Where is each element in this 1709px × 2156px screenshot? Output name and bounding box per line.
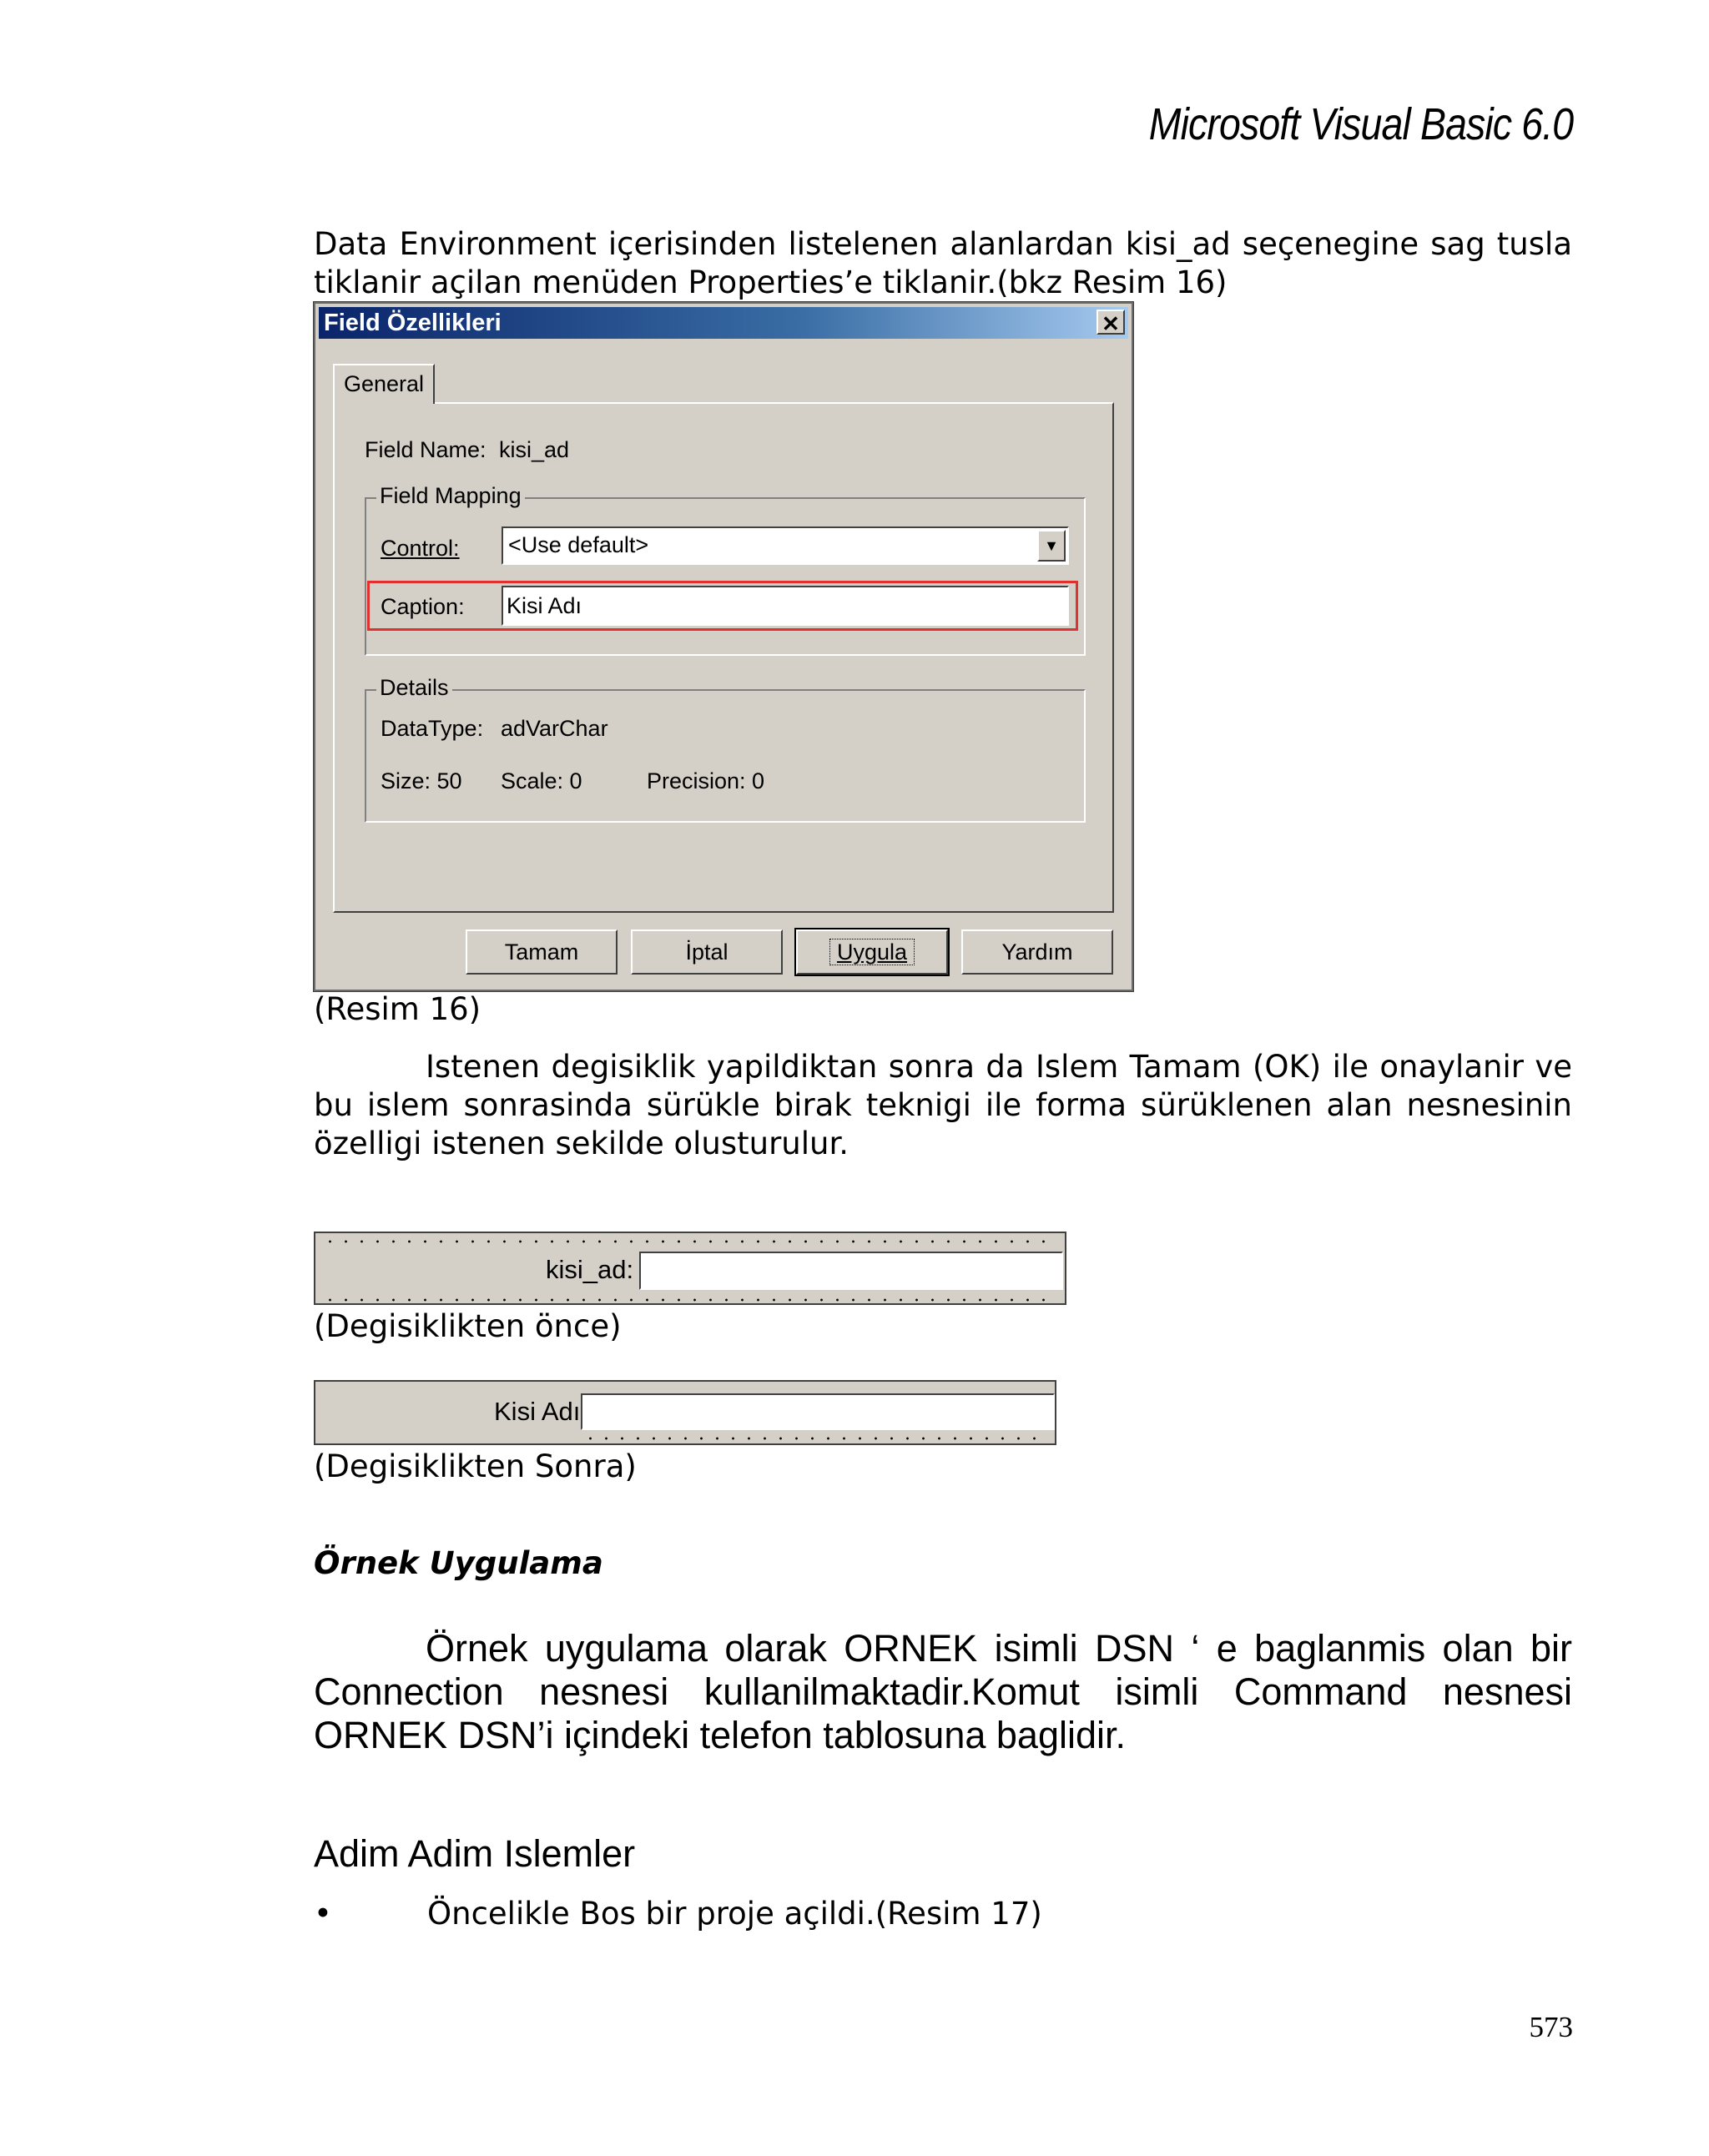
control-label: Control:: [381, 536, 460, 561]
section-title: Örnek Uygulama: [314, 1545, 603, 1581]
caption-resim-16: (Resim 16): [314, 991, 481, 1027]
form-after-change: [314, 1380, 1056, 1445]
apply-button[interactable]: [796, 929, 948, 975]
grid-dots: [582, 1437, 1048, 1440]
after-field-input: [581, 1393, 1055, 1430]
caption-before: (Degisiklikten önce): [314, 1308, 622, 1344]
size-value: Size: 50: [381, 768, 462, 793]
control-value: <Use default>: [508, 532, 649, 557]
intro-paragraph: Data Environment içerisinden listelenen alanlardan kisi_ad seçenegine sag tusla tiklanir açilan menüden Properties’e tiklanir.(bkz Resim 16): [314, 226, 1572, 300]
precision-value: Precision: 0: [647, 768, 765, 793]
step-1-text: Öncelikle Bos bir proje açildi.(Resim 17): [427, 1896, 1042, 1932]
grid-dots: [322, 1298, 1058, 1302]
grid-dots: [322, 1240, 1058, 1243]
control-combobox[interactable]: [502, 526, 1069, 565]
field-name-value: kisi_ad: [499, 437, 570, 462]
bullet-icon: •: [314, 1896, 332, 1932]
field-name-label: Field Name:: [365, 437, 486, 462]
cancel-button[interactable]: İptal: [631, 929, 783, 975]
before-field-label: kisi_ad:: [546, 1255, 634, 1284]
header-title: Microsoft Visual Basic 6.0: [1148, 99, 1573, 149]
caption-input[interactable]: Kisi Adı: [502, 586, 1069, 626]
page-number: 573: [1529, 2011, 1573, 2043]
details-title: Details: [376, 675, 452, 701]
chevron-down-icon[interactable]: ▼: [1037, 530, 1066, 562]
field-mapping-group: [365, 483, 1086, 656]
details-group: [365, 675, 1086, 823]
caption-after: (Degisiklikten Sonra): [314, 1448, 637, 1484]
before-field-input: [639, 1252, 1063, 1290]
after-field-label: Kisi Adı: [494, 1397, 581, 1426]
field-properties-dialog: [314, 302, 1133, 991]
form-before-change: [314, 1232, 1066, 1305]
ok-button[interactable]: Tamam: [466, 929, 618, 975]
caption-label: Caption:: [381, 594, 465, 619]
explanation-paragraph: Istenen degisiklik yapildiktan sonra da Islem Tamam (OK) ile onaylanir ve bu islem sonrasinda sürükle birak teknigi ile forma sürüklenen alan nesnesinin özelligi istenen sekilde olusturulur.: [314, 1049, 1572, 1161]
apply-button-label: Uygula: [829, 939, 915, 965]
dialog-titlebar: [319, 307, 1128, 339]
datatype-label: DataType:: [381, 716, 484, 741]
field-mapping-title: Field Mapping: [376, 483, 525, 509]
datatype-value: adVarChar: [501, 716, 608, 741]
tab-general[interactable]: General: [333, 364, 435, 404]
help-button[interactable]: Yardım: [961, 929, 1113, 975]
scale-value: Scale: 0: [501, 768, 582, 793]
example-paragraph: Örnek uygulama olarak ORNEK isimli DSN ‘ e baglanmis olan bir Connection nesnesi kullanilmaktadir.Komut isimli Command nesnesi ORNEK DSN’i içindeki telefon tablosuna baglidir.: [314, 1627, 1572, 1756]
general-tab-panel: [333, 402, 1114, 913]
dialog-title: Field Özellikleri: [324, 310, 502, 336]
steps-heading: Adim Adim Islemler: [314, 1832, 636, 1875]
close-icon[interactable]: ✕: [1096, 310, 1125, 335]
